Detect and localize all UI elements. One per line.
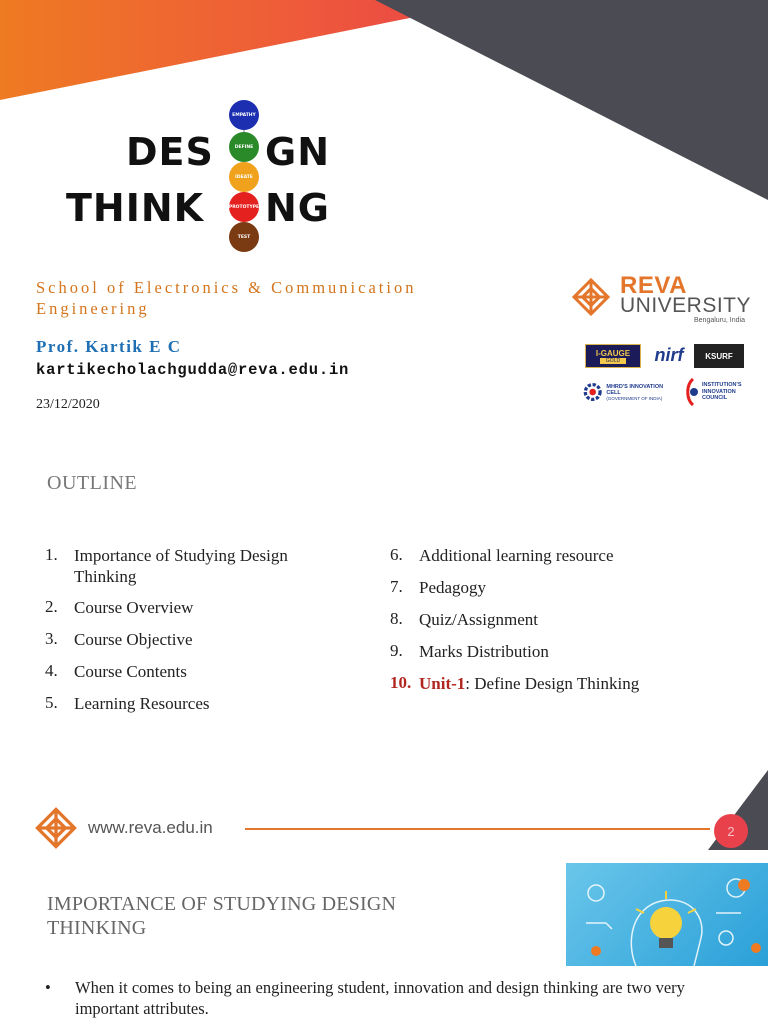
innovation-cell-label: MHRD'S INNOVATION CELL [606, 383, 664, 396]
gear-icon [582, 379, 603, 405]
reva-subtitle: UNIVERSITY [620, 294, 752, 317]
list-item [45, 597, 193, 618]
importance-slide [0, 850, 768, 1024]
test-step: TEST [229, 222, 259, 252]
list-item-text: Additional learning resource [419, 546, 614, 565]
presentation-date: 23/12/2020 [36, 397, 100, 412]
list-item-text: Course Contents [74, 662, 187, 681]
unit-text: : Define Design Thinking [465, 674, 640, 693]
ksurf-badge [694, 344, 744, 368]
logo-word-ng: NG [265, 186, 330, 230]
list-item-highlighted [390, 673, 639, 694]
list-item [45, 629, 193, 650]
list-item [45, 545, 334, 587]
list-item-number: 5. [45, 693, 58, 712]
list-item-text: Course Objective [74, 630, 193, 649]
list-item [45, 661, 187, 682]
outline-title: OUTLINE [47, 472, 138, 494]
design-thinking-logo [0, 0, 400, 260]
list-item-number: 4. [45, 661, 58, 680]
institution-council-badge [684, 375, 748, 409]
list-item-number: 8. [390, 609, 403, 628]
list-item [390, 641, 549, 662]
logo-word-des: DES [126, 130, 214, 174]
bullet-mark: • [45, 978, 51, 997]
innovation-cell-badge [582, 377, 666, 407]
list-item-text: Learning Resources [74, 694, 210, 713]
title-slide [0, 0, 768, 437]
logo-word-think: THINK [66, 186, 205, 230]
reva-name: REVA [620, 272, 687, 299]
igauge-label: I-GAUGE [595, 348, 631, 358]
igauge-sublabel: GOLD [600, 358, 626, 364]
lightbulb-illustration [566, 863, 768, 966]
list-item-number: 7. [390, 577, 403, 596]
list-item [45, 693, 209, 714]
school-name: School of Electronics & Communication Engineering [36, 278, 417, 318]
bullet-point [45, 977, 735, 1019]
reva-university-logo [570, 272, 760, 332]
bullet-text: When it comes to being an engineering student, innovation and design thinking are two very important attributes. [75, 978, 685, 1018]
define-step: DEFINE [229, 132, 259, 162]
list-item-text: Course Overview [74, 598, 194, 617]
prototype-step: PROTOTYPE [229, 192, 259, 222]
list-item-text: Quiz/Assignment [419, 610, 538, 629]
professor-name: Prof. Kartik E C [36, 337, 182, 356]
logo-word-gn: GN [265, 130, 330, 174]
list-item-number: 9. [390, 641, 403, 660]
list-item-text: Importance of Studying Design Thinking [74, 546, 288, 586]
list-item-number: 1. [45, 545, 58, 564]
list-item-number: 3. [45, 629, 58, 648]
unit-label: Unit-1 [419, 674, 466, 693]
list-item [390, 545, 614, 566]
dark-corner-shape [375, 0, 768, 200]
list-item-number: 10. [390, 673, 412, 692]
reva-knot-icon [33, 805, 79, 850]
lightbulb-icon [566, 863, 768, 966]
list-item-number: 2. [45, 597, 58, 616]
importance-title: IMPORTANCE OF STUDYING DESIGN THINKING [47, 893, 397, 939]
nirf-label: nirf [654, 344, 684, 365]
nirf-badge [650, 342, 688, 368]
list-item [390, 609, 538, 630]
list-item-text: Marks Distribution [419, 642, 549, 661]
list-item-text: Pedagogy [419, 578, 487, 597]
list-item [390, 577, 486, 598]
council-emblem-icon [684, 377, 702, 407]
footer-divider [245, 828, 710, 830]
footer-url-link[interactable]: www.reva.edu.in [88, 818, 213, 837]
ksurf-label: KSURF [705, 351, 733, 361]
list-item-number: 6. [390, 545, 403, 564]
institution-council-label: INSTITUTION'S INNOVATION COUNCIL [702, 382, 742, 402]
ideate-step: IDEATE [229, 162, 259, 192]
igauge-badge [585, 344, 641, 368]
page-number-badge: 2 [714, 814, 748, 848]
empathy-step: EMPATHY [229, 100, 259, 130]
reva-knot-icon [570, 276, 612, 318]
innovation-cell-sublabel: (GOVERNMENT OF INDIA) [606, 395, 663, 401]
outline-slide [0, 437, 768, 850]
reva-location: Bengaluru, India [694, 317, 745, 324]
professor-email: kartikecholachgudda@reva.edu.in [36, 361, 350, 379]
